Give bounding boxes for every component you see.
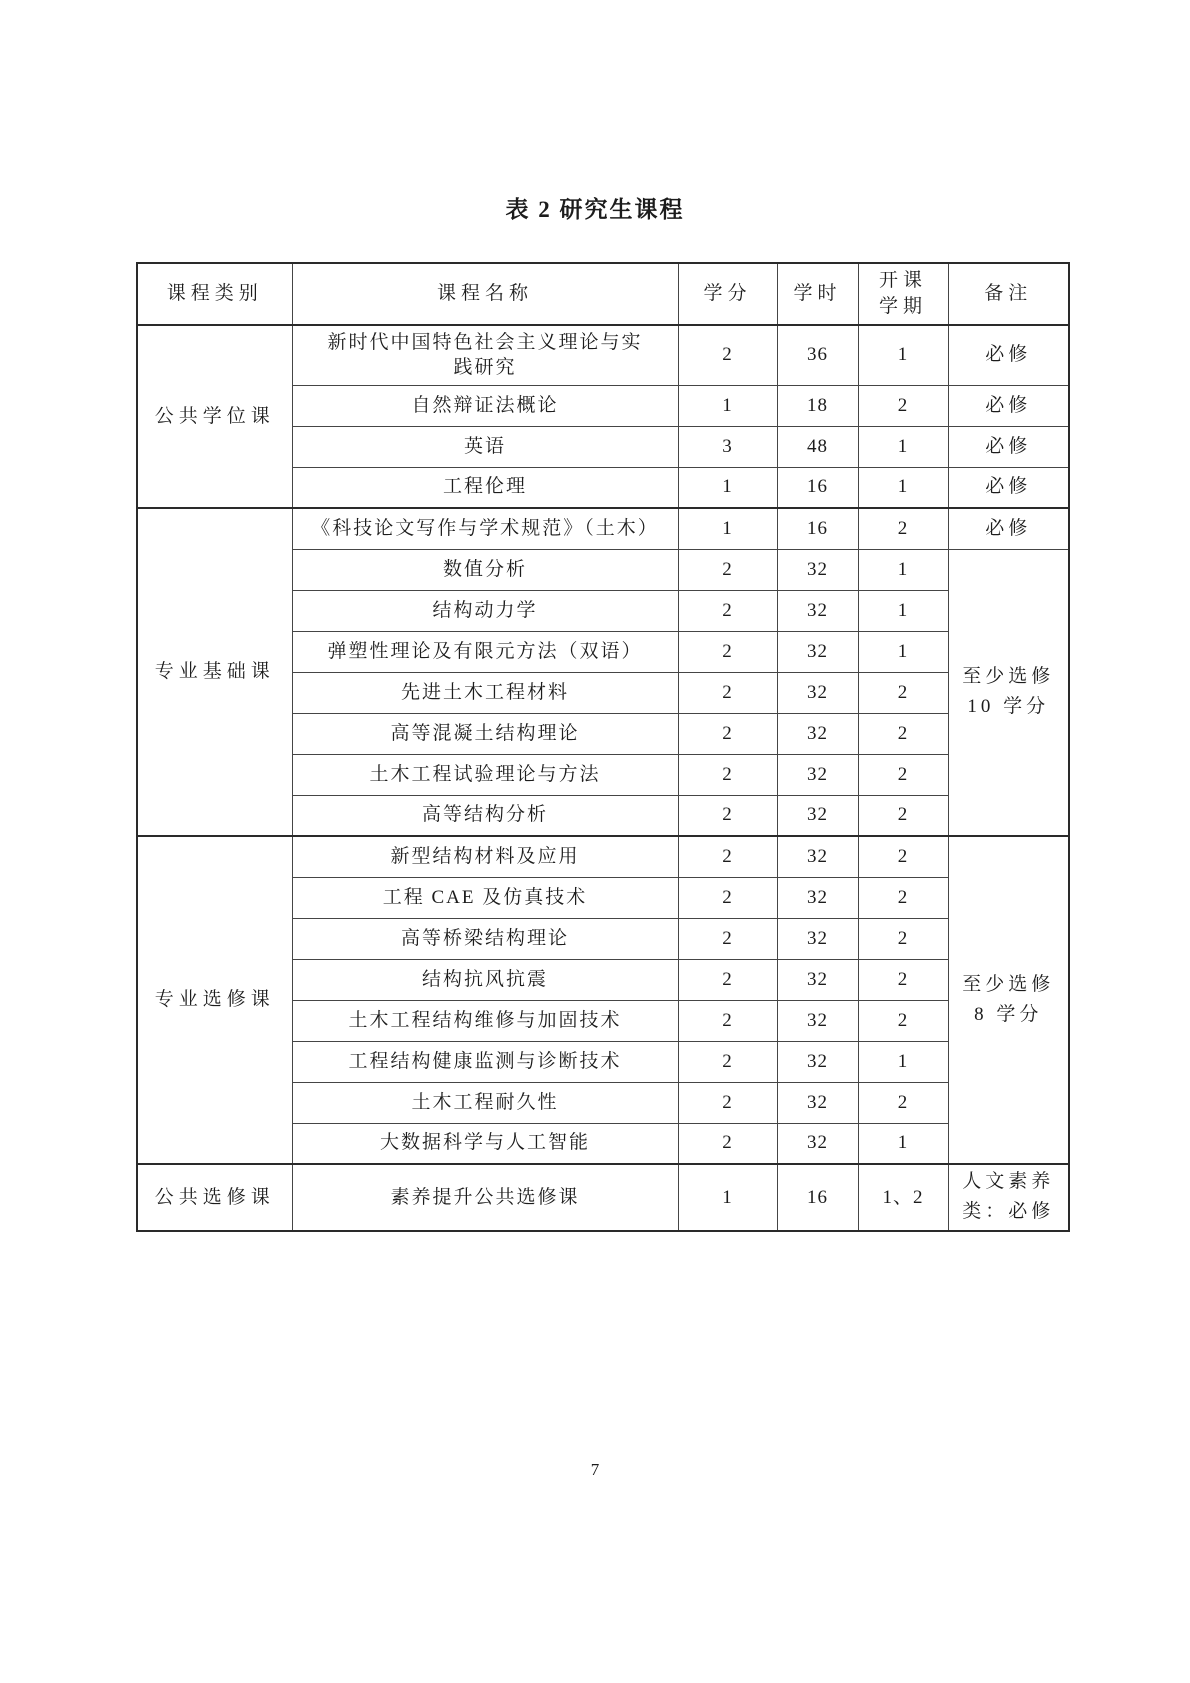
table-row [137, 508, 1069, 549]
semester-cell: 2 [858, 1000, 948, 1041]
semester-cell: 2 [858, 713, 948, 754]
hours-cell: 16 [777, 1164, 858, 1231]
hours-cell: 32 [777, 959, 858, 1000]
credits-cell: 2 [678, 325, 777, 385]
course-name-cell: 土木工程耐久性 [292, 1082, 678, 1123]
semester-cell: 2 [858, 385, 948, 426]
course-name-cell: 弹塑性理论及有限元方法（双语） [292, 631, 678, 672]
page-number: 7 [590, 1460, 600, 1479]
courses-table [136, 262, 1070, 1232]
course-name-cell: 先进土木工程材料 [292, 672, 678, 713]
credits-cell: 3 [678, 426, 777, 467]
semester-cell: 1 [858, 631, 948, 672]
course-name-cell: 新型结构材料及应用 [292, 836, 678, 877]
credits-cell: 2 [678, 590, 777, 631]
col-header-semester-line2: 学期 [878, 296, 927, 317]
semester-cell: 2 [858, 672, 948, 713]
hours-cell: 32 [777, 754, 858, 795]
hours-cell: 16 [777, 508, 858, 549]
table-row [137, 1164, 1069, 1231]
hours-cell: 48 [777, 426, 858, 467]
table-row [137, 325, 1069, 385]
semester-cell: 1 [858, 426, 948, 467]
credits-cell: 2 [678, 877, 777, 918]
course-name-cell: 大数据科学与人工智能 [292, 1123, 678, 1164]
course-name-cell: 自然辩证法概论 [292, 385, 678, 426]
course-name-cell: 工程 CAE 及仿真技术 [292, 877, 678, 918]
hours-cell: 32 [777, 795, 858, 836]
course-name-cell: 高等桥梁结构理论 [292, 918, 678, 959]
semester-cell: 1 [858, 590, 948, 631]
credits-cell: 2 [678, 1000, 777, 1041]
hours-cell: 32 [777, 918, 858, 959]
semester-cell: 2 [858, 795, 948, 836]
course-name-cell: 高等混凝土结构理论 [292, 713, 678, 754]
course-name-cell: 素养提升公共选修课 [292, 1164, 678, 1231]
course-name-cell: 土木工程结构维修与加固技术 [292, 1000, 678, 1041]
note-cell: 必修 [948, 426, 1069, 467]
hours-cell: 32 [777, 713, 858, 754]
hours-cell: 32 [777, 1000, 858, 1041]
group-note-line: 8 学分 [974, 1004, 1043, 1025]
credits-cell: 1 [678, 508, 777, 549]
note-line: 人文素养 [962, 1171, 1055, 1192]
note-cell: 必修 [948, 508, 1069, 549]
category-cell-professional-elective: 专业选修课 [137, 836, 292, 1164]
credits-cell: 1 [678, 467, 777, 508]
credits-cell: 2 [678, 836, 777, 877]
page-title: 表 2 研究生课程 [505, 197, 685, 222]
semester-cell: 1 [858, 467, 948, 508]
hours-cell: 32 [777, 836, 858, 877]
category-cell-professional-basic: 专业基础课 [137, 508, 292, 836]
credits-cell: 1 [678, 1164, 777, 1231]
semester-cell: 2 [858, 918, 948, 959]
course-name-cell: 高等结构分析 [292, 795, 678, 836]
semester-cell: 2 [858, 959, 948, 1000]
group-note-line: 10 学分 [967, 696, 1050, 718]
credits-cell: 2 [678, 631, 777, 672]
semester-cell: 1 [858, 549, 948, 590]
courses-table-container [136, 262, 1070, 1232]
credits-cell: 2 [678, 795, 777, 836]
hours-cell: 16 [777, 467, 858, 508]
note-cell: 必修 [948, 385, 1069, 426]
course-name-cell [292, 325, 678, 385]
hours-cell: 32 [777, 877, 858, 918]
col-header-category: 课程类别 [137, 263, 292, 325]
credits-cell: 2 [678, 959, 777, 1000]
hours-cell: 32 [777, 672, 858, 713]
hours-cell: 32 [777, 1041, 858, 1082]
col-header-name: 课程名称 [292, 263, 678, 325]
table-row [137, 836, 1069, 877]
credits-cell: 2 [678, 672, 777, 713]
course-name-cell: 结构动力学 [292, 590, 678, 631]
col-header-credits: 学分 [678, 263, 777, 325]
note-line: 类：必修 [962, 1201, 1055, 1223]
col-header-notes: 备注 [948, 263, 1069, 325]
credits-cell: 2 [678, 549, 777, 590]
semester-cell: 2 [858, 754, 948, 795]
hours-cell: 32 [777, 590, 858, 631]
course-name-cell: 工程伦理 [292, 467, 678, 508]
course-name-cell: 英语 [292, 426, 678, 467]
course-name-cell: 工程结构健康监测与诊断技术 [292, 1041, 678, 1082]
credits-cell: 2 [678, 713, 777, 754]
credits-cell: 2 [678, 1041, 777, 1082]
semester-cell: 2 [858, 1082, 948, 1123]
group-note-line: 至少选修 [962, 973, 1055, 995]
course-name-cell: 《科技论文写作与学术规范》（土木） [292, 508, 678, 549]
category-cell-public-degree: 公共学位课 [137, 325, 292, 508]
col-header-semester-line1: 开课 [878, 270, 927, 292]
credits-cell: 2 [678, 754, 777, 795]
hours-cell: 32 [777, 1082, 858, 1123]
hours-cell: 32 [777, 549, 858, 590]
hours-cell: 32 [777, 631, 858, 672]
hours-cell: 18 [777, 385, 858, 426]
credits-cell: 2 [678, 1123, 777, 1164]
course-name-cell: 结构抗风抗震 [292, 959, 678, 1000]
header-row [137, 263, 1069, 325]
note-cell-humanities-required [948, 1164, 1069, 1231]
credits-cell: 2 [678, 1082, 777, 1123]
semester-cell: 2 [858, 508, 948, 549]
course-name-cell: 数值分析 [292, 549, 678, 590]
semester-cell: 2 [858, 836, 948, 877]
note-cell: 必修 [948, 467, 1069, 508]
semester-cell: 2 [858, 877, 948, 918]
group-note-line: 至少选修 [962, 665, 1055, 687]
course-name-line: 践研究 [453, 357, 517, 379]
hours-cell: 36 [777, 325, 858, 385]
semester-cell: 1 [858, 325, 948, 385]
semester-cell: 1 [858, 1123, 948, 1164]
col-header-semester [858, 263, 948, 325]
category-cell-public-elective: 公共选修课 [137, 1164, 292, 1231]
note-cell: 必修 [948, 325, 1069, 385]
group-note-cell-min-10-credits [948, 549, 1069, 836]
semester-cell: 1 [858, 1041, 948, 1082]
hours-cell: 32 [777, 1123, 858, 1164]
semester-cell: 1、2 [858, 1164, 948, 1231]
credits-cell: 2 [678, 918, 777, 959]
course-name-line: 新时代中国特色社会主义理论与实 [327, 331, 643, 353]
group-note-cell-min-8-credits [948, 836, 1069, 1164]
col-header-hours: 学时 [777, 263, 858, 325]
credits-cell: 1 [678, 385, 777, 426]
course-name-cell: 土木工程试验理论与方法 [292, 754, 678, 795]
